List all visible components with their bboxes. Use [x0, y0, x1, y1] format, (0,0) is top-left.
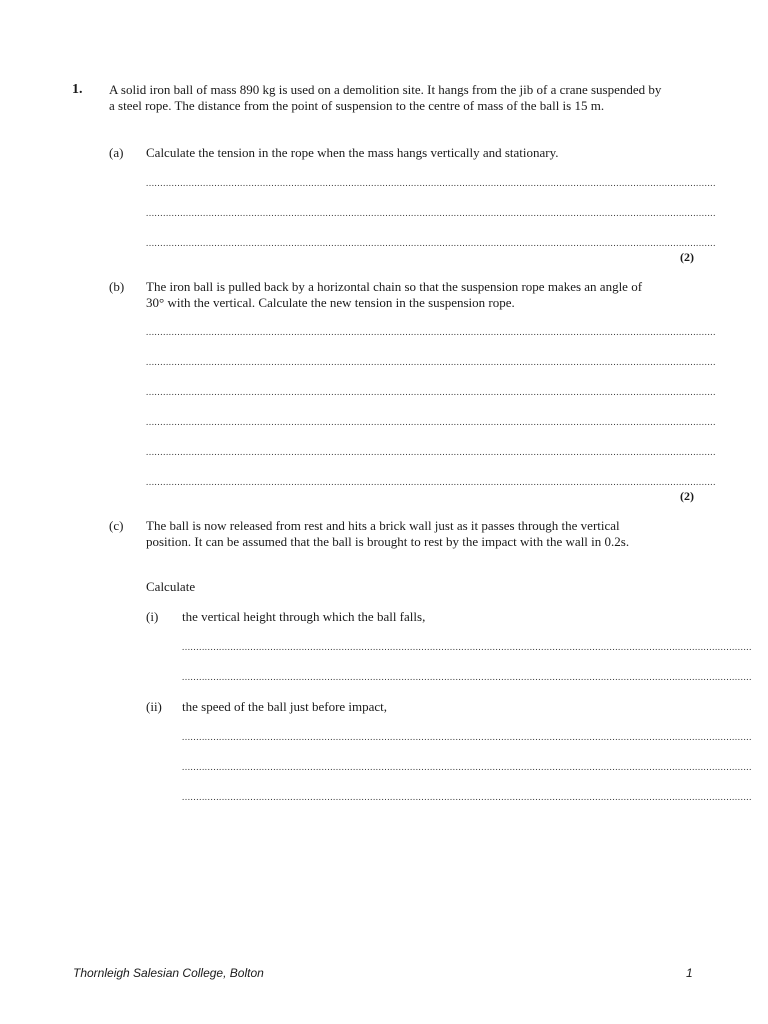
answer-line[interactable]: ........................................................................................................................................................................................................ — [182, 642, 752, 652]
answer-line[interactable]: ........................................................................................................................................................................................................ — [182, 672, 752, 682]
part-c-i-text: the vertical height through which the ball falls, — [182, 609, 426, 624]
answer-line[interactable]: ........................................................................................................................................................................................................ — [146, 357, 716, 367]
part-a-text: Calculate the tension in the rope when the mass hangs vertically and stationary. — [146, 145, 559, 160]
answer-line[interactable]: ........................................................................................................................................................................................................ — [182, 792, 752, 802]
part-c-ii-label: (ii) — [146, 699, 162, 714]
part-b-label: (b) — [109, 279, 125, 294]
footer-school: Thornleigh Salesian College, Bolton — [73, 966, 264, 980]
part-c-i-label: (i) — [146, 609, 159, 624]
part-b-marks: (2) — [680, 489, 694, 503]
answer-line[interactable]: ........................................................................................................................................................................................................ — [146, 477, 716, 487]
answer-line[interactable]: ........................................................................................................................................................................................................ — [146, 327, 716, 337]
part-b-text: The iron ball is pulled back by a horizontal chain so that the suspension rope makes an angle of 30° with the vertical. Calculate the new tension in the suspension rope. — [146, 279, 643, 310]
question-number: 1. — [72, 82, 83, 97]
answer-line[interactable]: ........................................................................................................................................................................................................ — [182, 762, 752, 772]
footer-page-number: 1 — [686, 966, 693, 980]
part-c-calculate: Calculate — [146, 579, 196, 594]
part-a-label: (a) — [109, 145, 124, 160]
part-c-ii-text: the speed of the ball just before impact, — [182, 699, 388, 714]
answer-line[interactable]: ........................................................................................................................................................................................................ — [146, 447, 716, 457]
answer-line[interactable]: ........................................................................................................................................................................................................ — [146, 387, 716, 397]
part-a-marks: (2) — [680, 250, 694, 264]
answer-line[interactable]: ........................................................................................................................................................................................................ — [182, 732, 752, 742]
part-c-text: The ball is now released from rest and hits a brick wall just as it passes through the vertical position. It can be assumed that the ball is brought to rest by the impact with the wall in 0.2s. — [146, 518, 630, 549]
answer-line[interactable]: ........................................................................................................................................................................................................ — [146, 208, 716, 218]
part-c-label: (c) — [109, 518, 124, 533]
answer-line[interactable]: ........................................................................................................................................................................................................ — [146, 178, 716, 188]
question-intro: A solid iron ball of mass 890 kg is used on a demolition site. It hangs from the jib of a crane suspended by a steel rope. The distance from the point of suspension to the centre of mass of the ball is 15 m. — [109, 82, 662, 113]
answer-line[interactable]: ........................................................................................................................................................................................................ — [146, 417, 716, 427]
answer-line[interactable]: ........................................................................................................................................................................................................ — [146, 238, 716, 248]
